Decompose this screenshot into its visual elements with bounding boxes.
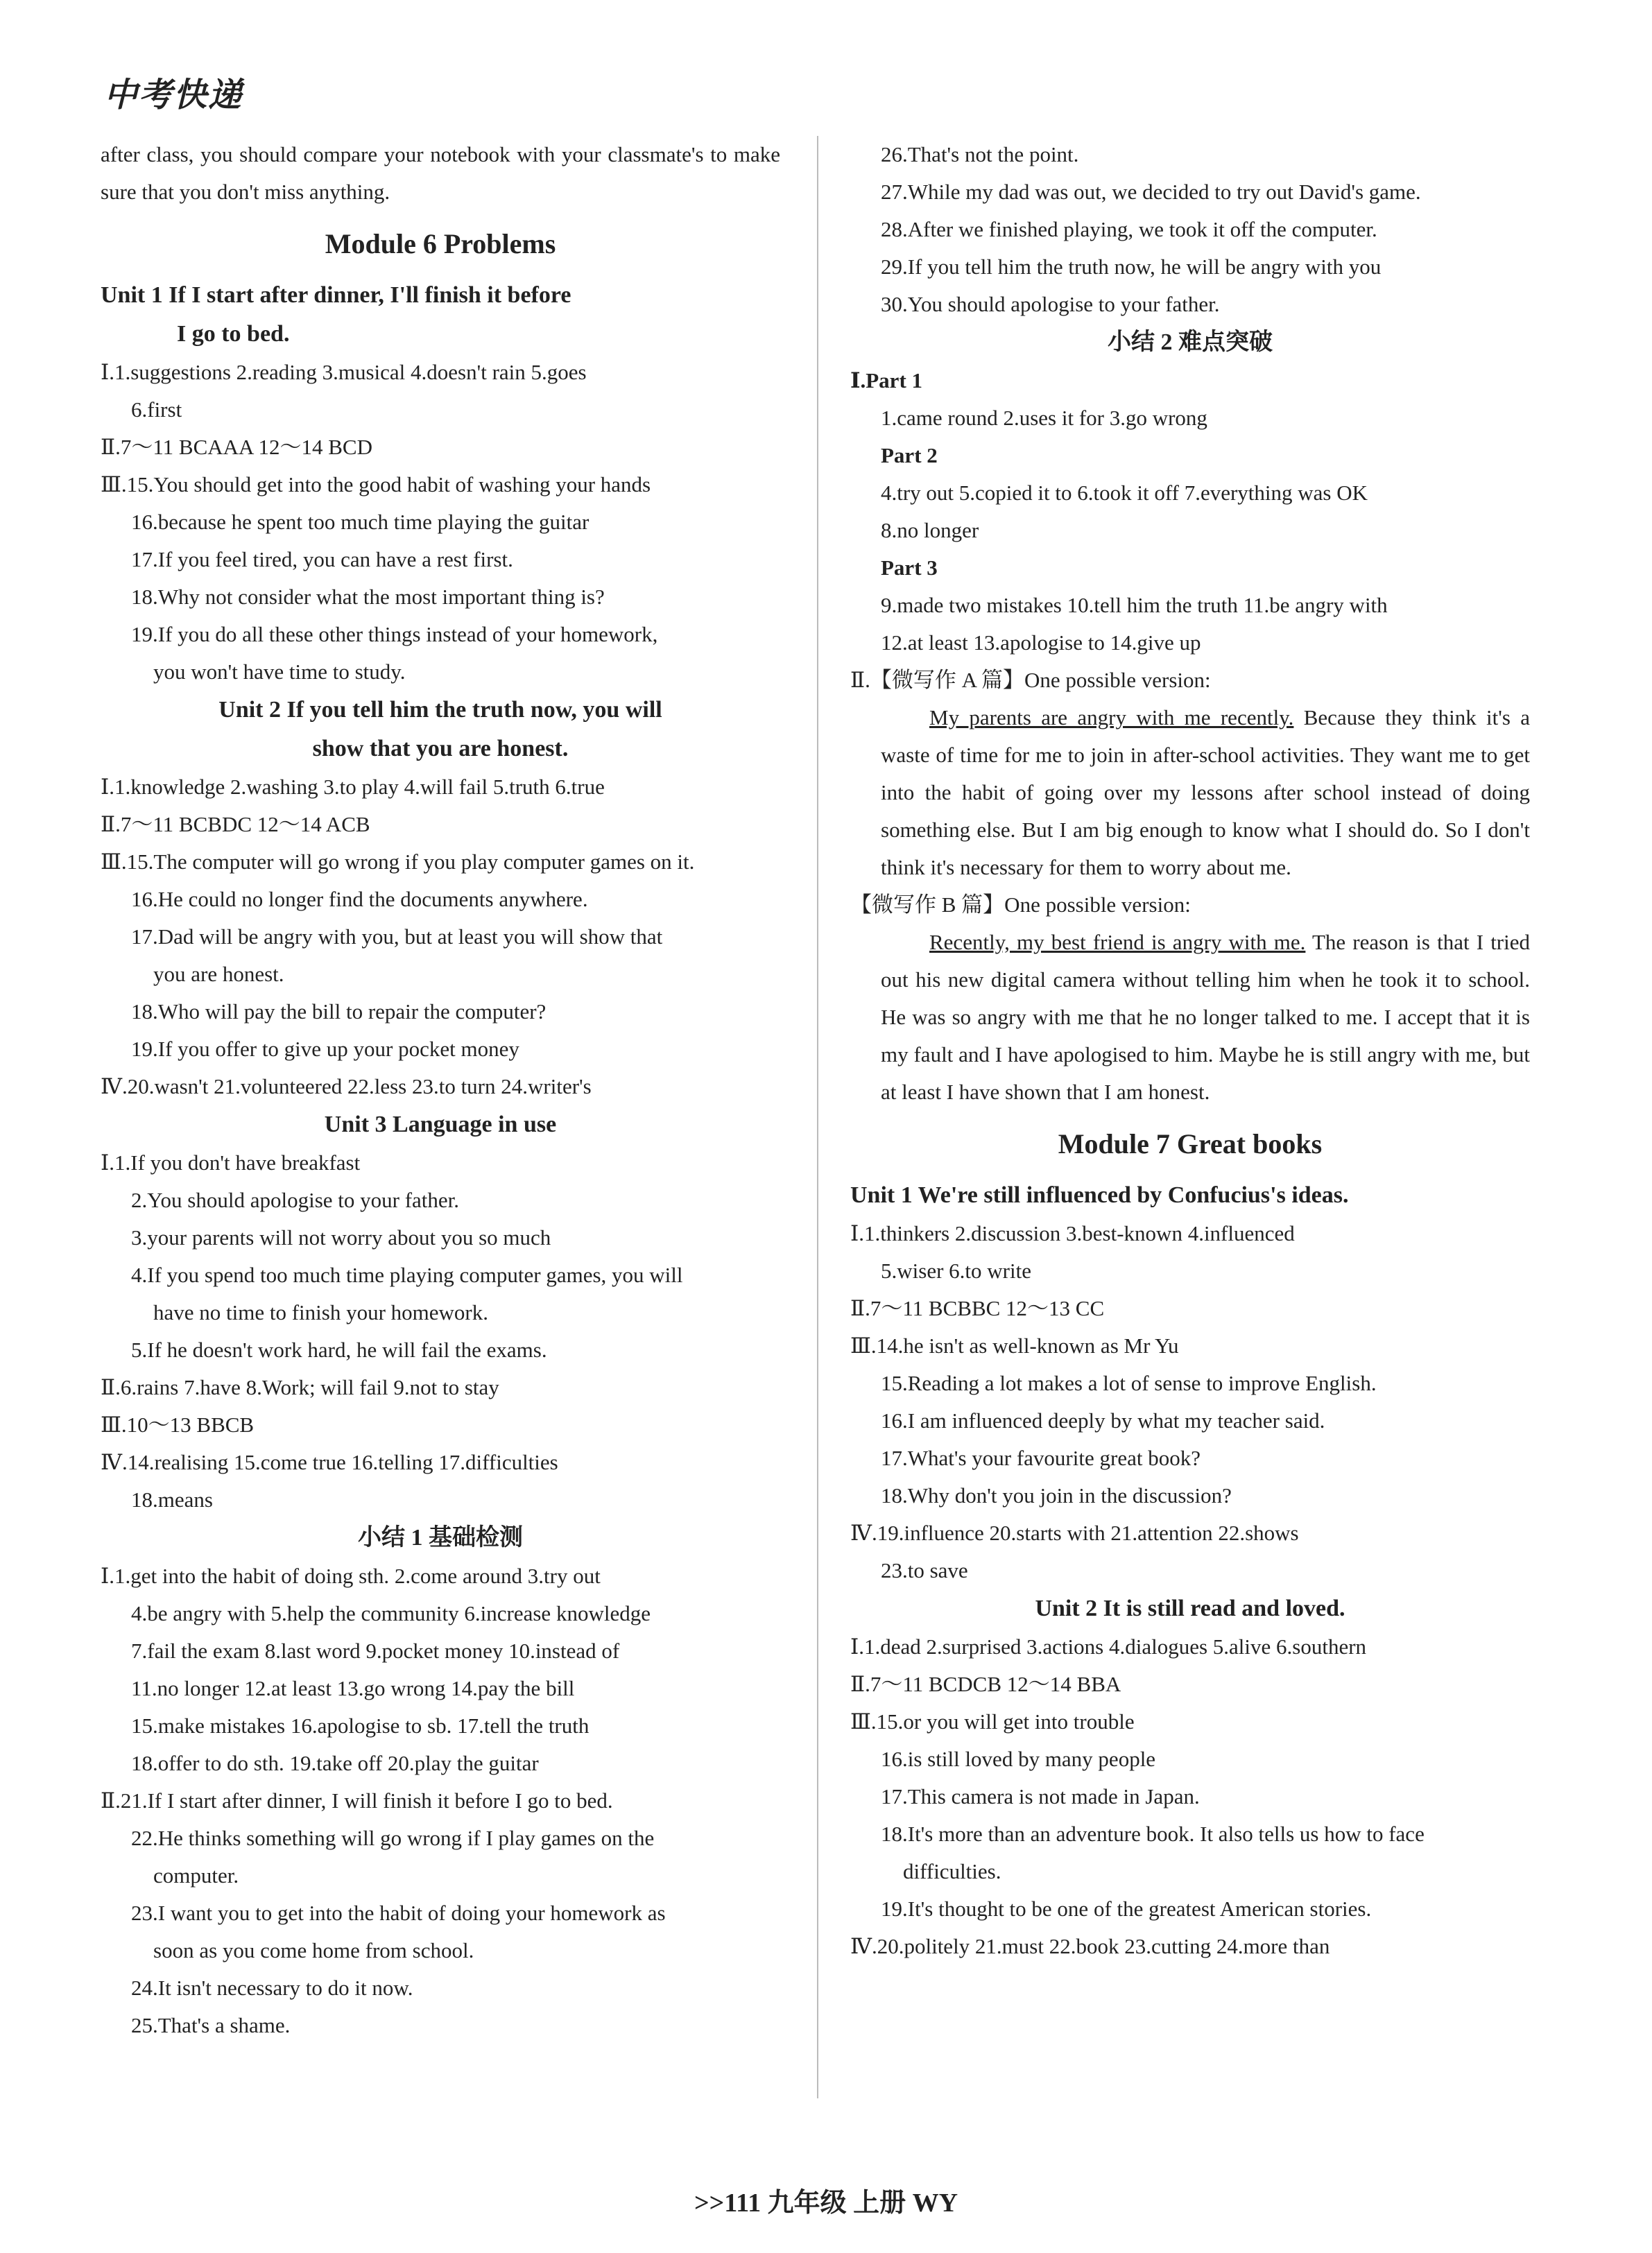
answer-line: 18.Why don't you join in the discussion?	[881, 1483, 1232, 1508]
right-column	[850, 136, 1530, 1965]
answer-line: 24.It isn't necessary to do it now.	[131, 1976, 413, 2000]
answer-line: 18.It's more than an adventure book. It also tells us how to face	[881, 1822, 1425, 1846]
answer-line: 27.While my dad was out, we decided to try out David's game.	[881, 180, 1421, 204]
answer-line: Ⅰ.1.suggestions 2.reading 3.musical 4.doesn't rain 5.goes	[101, 360, 587, 384]
answer-line: 19.If you do all these other things instead of your homework,	[131, 622, 658, 646]
answer-line: 28.After we finished playing, we took it off the computer.	[881, 217, 1377, 241]
answer-line: 18.means	[131, 1487, 213, 1512]
answer-line: Ⅱ.7～11 BCBBC 12～13 CC	[850, 1296, 1105, 1320]
answer-line: 23.I want you to get into the habit of doing your homework as	[131, 1901, 666, 1925]
answer-line: 19.It's thought to be one of the greatest American stories.	[881, 1897, 1372, 1921]
answer-line: 6.first	[131, 397, 182, 422]
answer-line: 16.because he spent too much time playing the guitar	[131, 510, 590, 534]
answer-line: have no time to finish your homework.	[153, 1300, 488, 1324]
answer-line: 16.He could no longer find the documents anywhere.	[131, 887, 588, 911]
topic-sentence: My parents are angry with me recently.	[929, 705, 1294, 730]
answer-line: Ⅱ.6.rains 7.have 8.Work; will fail 9.not to stay	[101, 1375, 499, 1399]
answer-line: 18.Who will pay the bill to repair the computer?	[131, 999, 547, 1024]
unit-heading: show that you are honest.	[312, 736, 569, 761]
answer-line: Ⅱ.21.If I start after dinner, I will finish it before I go to bed.	[101, 1788, 613, 1813]
book-title: 中考快递	[104, 77, 243, 114]
answer-line: Ⅲ.14.he isn't as well-known as Mr Yu	[850, 1333, 1179, 1358]
answer-line: 17.What's your favourite great book?	[881, 1446, 1201, 1470]
answer-line: 29.If you tell him the truth now, he will be angry with you	[881, 254, 1382, 279]
essay-paragraph	[850, 924, 1530, 1111]
left-column	[101, 136, 780, 2044]
answer-line: 15.Reading a lot makes a lot of sense to improve English.	[881, 1371, 1377, 1395]
answer-line: 1.came round 2.uses it for 3.go wrong	[881, 406, 1207, 430]
essay-paragraph	[850, 699, 1530, 886]
answer-line: difficulties.	[903, 1859, 1001, 1883]
column-divider	[817, 136, 818, 2098]
answer-line: 5.wiser 6.to write	[881, 1259, 1031, 1283]
answer-line: 30.You should apologise to your father.	[881, 292, 1220, 316]
answer-line: Ⅱ.7～11 BCDCB 12～14 BBA	[850, 1672, 1121, 1696]
answer-line: 【微写作 B 篇】One possible version:	[850, 892, 1191, 917]
part-label: Ⅰ.Part 1	[850, 368, 923, 392]
answer-line: 9.made two mistakes 10.tell him the truth 11.be angry with	[881, 593, 1388, 617]
answer-line: Ⅰ.1.dead 2.surprised 3.actions 4.dialogues 5.alive 6.southern	[850, 1634, 1367, 1659]
unit-heading: Unit 2 It is still read and loved.	[1035, 1596, 1345, 1621]
answer-line: 7.fail the exam 8.last word 9.pocket money 10.instead of	[131, 1639, 620, 1663]
answer-line: 5.If he doesn't work hard, he will fail the exams.	[131, 1338, 547, 1362]
answer-line: Ⅳ.20.wasn't 21.volunteered 22.less 23.to turn 24.writer's	[101, 1074, 592, 1098]
answer-line: Ⅳ.19.influence 20.starts with 21.attention 22.shows	[850, 1521, 1299, 1545]
answer-line: Ⅱ.7～11 BCBDC 12～14 ACB	[101, 812, 370, 836]
answer-line: soon as you come home from school.	[153, 1938, 474, 1962]
unit-heading: Unit 1 We're still influenced by Confucius's ideas.	[850, 1182, 1349, 1208]
answer-line: 16.I am influenced deeply by what my teacher said.	[881, 1408, 1325, 1433]
answer-line: 17.This camera is not made in Japan.	[881, 1784, 1200, 1809]
answer-line: 4.try out 5.copied it to 6.took it off 7.everything was OK	[881, 481, 1368, 505]
answer-line: 8.no longer	[881, 518, 979, 542]
essay-body: The reason is that I tried out his new digital camera without telling him when he took it to school. He was so angry with me that he no longer talked to me. I accept that it is my fault and I have apologised to him. Maybe he is still angry with me, but at least I have shown that I am honest.	[881, 930, 1530, 1104]
unit-heading: Unit 1 If I start after dinner, I'll finish it before	[101, 282, 571, 308]
answer-line: 16.is still loved by many people	[881, 1747, 1156, 1771]
page-footer: >>111 九年级 上册 WY	[694, 2189, 958, 2218]
topic-sentence: Recently, my best friend is angry with me.	[929, 930, 1306, 954]
answer-line: Ⅲ.10～13 BBCB	[101, 1413, 255, 1437]
answer-line: 18.Why not consider what the most important thing is?	[131, 585, 605, 609]
module-heading: Module 7 Great books	[1058, 1128, 1323, 1159]
answer-line: Ⅲ.15.The computer will go wrong if you play computer games on it.	[101, 849, 695, 874]
answer-line: Ⅰ.1.thinkers 2.discussion 3.best-known 4.influenced	[850, 1221, 1295, 1245]
answer-line: 4.If you spend too much time playing computer games, you will	[131, 1263, 683, 1287]
answer-line: Ⅲ.15.You should get into the good habit of washing your hands	[101, 472, 651, 497]
answer-line: Ⅳ.20.politely 21.must 22.book 23.cutting 24.more than	[850, 1934, 1330, 1958]
unit-heading: I go to bed.	[177, 321, 290, 347]
part-label: Part 3	[881, 555, 938, 580]
answer-line: Ⅱ.【微写作 A 篇】One possible version:	[850, 668, 1211, 692]
answer-line: 3.your parents will not worry about you so much	[131, 1225, 551, 1250]
answer-line: 23.to save	[881, 1558, 968, 1582]
answer-line: 17.If you feel tired, you can have a rest first.	[131, 547, 513, 571]
answer-line: 11.no longer 12.at least 13.go wrong 14.pay the bill	[131, 1676, 575, 1700]
answer-line: 22.He thinks something will go wrong if I play games on the	[131, 1826, 655, 1850]
answer-line: Ⅰ.1.get into the habit of doing sth. 2.come around 3.try out	[101, 1564, 601, 1588]
answer-line: 2.You should apologise to your father.	[131, 1188, 460, 1212]
answer-line: Ⅲ.15.or you will get into trouble	[850, 1709, 1135, 1734]
answer-line: Ⅰ.1.If you don't have breakfast	[101, 1150, 361, 1175]
part-label: Part 2	[881, 443, 938, 467]
answer-line: 12.at least 13.apologise to 14.give up	[881, 630, 1201, 655]
answer-line: 4.be angry with 5.help the community 6.increase knowledge	[131, 1601, 651, 1625]
answer-line: Ⅳ.14.realising 15.come true 16.telling 17.difficulties	[101, 1450, 558, 1474]
answer-line: you won't have time to study.	[153, 659, 406, 684]
answer-line: 25.That's a shame.	[131, 2013, 291, 2037]
essay-body: Because they think it's a waste of time for me to join in after-school activities. They want me to get into the habit of going over my lessons after school instead of doing something else. But I am big enough to know what I should do. So I don't think it's necessary for them to worry about me.	[881, 705, 1530, 879]
unit-heading: Unit 2 If you tell him the truth now, you will	[218, 697, 662, 723]
answer-line: Ⅱ.7～11 BCAAA 12～14 BCD	[101, 435, 372, 459]
answer-line: Ⅰ.1.knowledge 2.washing 3.to play 4.will fail 5.truth 6.true	[101, 775, 605, 799]
answer-line: 18.offer to do sth. 19.take off 20.play the guitar	[131, 1751, 539, 1775]
module-heading: Module 6 Problems	[325, 228, 556, 259]
answer-line: computer.	[153, 1863, 239, 1888]
answer-line: 19.If you offer to give up your pocket money	[131, 1037, 519, 1061]
unit-heading: Unit 3 Language in use	[324, 1112, 557, 1137]
answer-line: 26.That's not the point.	[881, 142, 1079, 166]
answer-line: 15.make mistakes 16.apologise to sb. 17.tell the truth	[131, 1714, 590, 1738]
answer-line: 17.Dad will be angry with you, but at least you will show that	[131, 924, 663, 949]
answer-line: you are honest.	[153, 962, 284, 986]
section-heading: 小结 1 基础检测	[358, 1525, 523, 1551]
paragraph: after class, you should compare your notebook with your classmate's to make sure that you don't miss anything.	[101, 142, 780, 204]
section-heading: 小结 2 难点突破	[1108, 329, 1273, 355]
